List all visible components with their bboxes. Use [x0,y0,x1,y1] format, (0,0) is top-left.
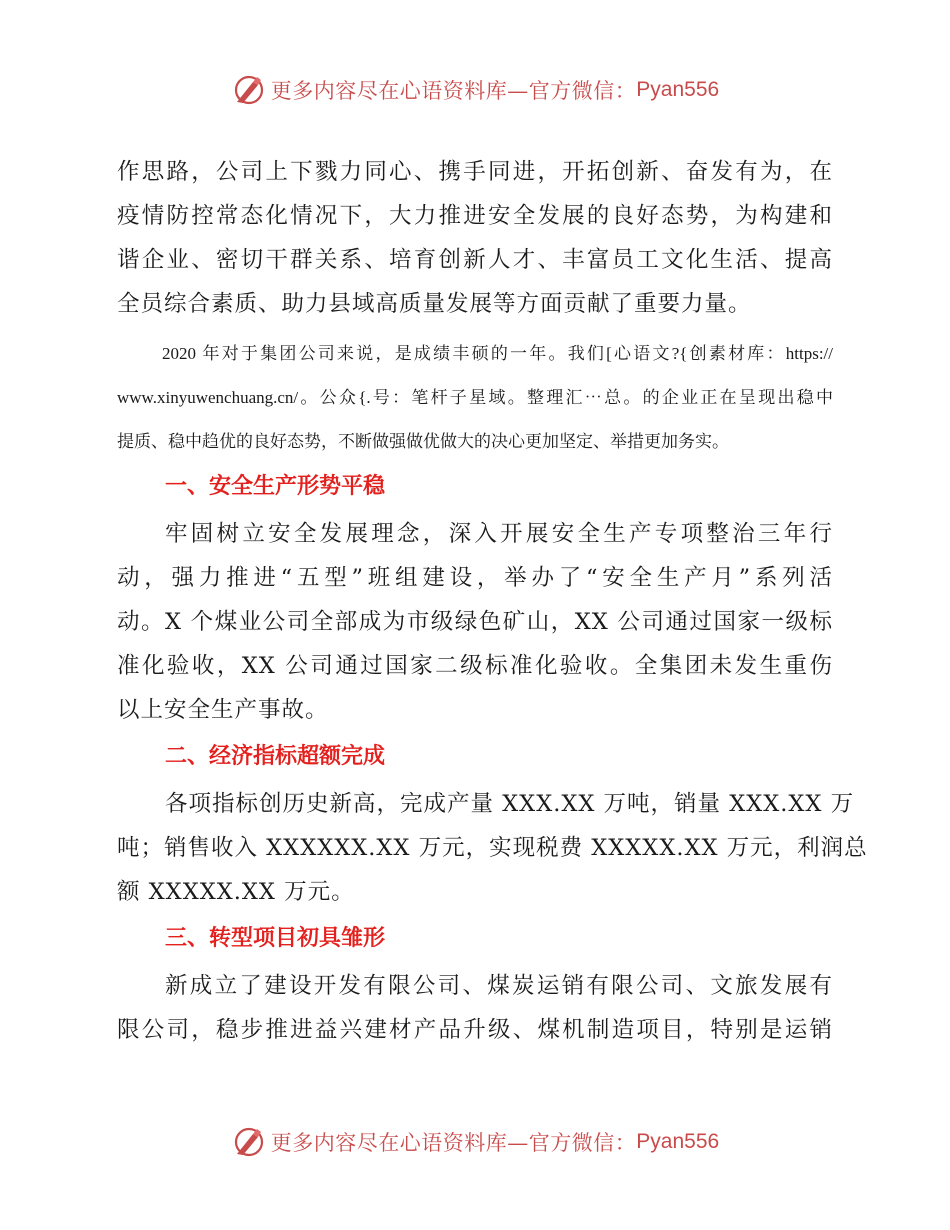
text-line: 新成立了建设开发有限公司、煤炭运销有限公司、文旅发展有 [165,973,833,999]
text-line: 各项指标创历史新高，完成产量 XXX.XX 万吨，销量 XXX.XX 万 [165,791,855,817]
text-line: 动。X 个煤业公司全部成为市级绿色矿山，XX 公司通过国家一级标 [117,609,833,635]
text-line: 以上安全生产事故。 [117,697,329,723]
text-line: 提质、稳中趋优的良好态势，不断做强做优做大的决心更加坚定、举措更加务实。 [117,432,729,451]
section-heading: 二、经济指标超额完成 [165,743,386,768]
section-paragraph [117,512,833,732]
text-line: www.xinyuwenchuang.cn/。公众{.号：笔杆子星域。整理汇⋯总。的企业正在呈现出稳中 [117,388,833,407]
text-line: 准化验收，XX 公司通过国家二级标准化验收。全集团未发生重伤 [117,653,833,679]
text-line: 全员综合素质、助力县域高质量发展等方面贡献了重要力量。 [117,291,752,317]
section-heading: 三、转型项目初具雏形 [165,925,386,950]
intro-paragraph [117,150,833,326]
text-line: 谐企业、密切干群关系、培育创新人才、丰富员工文化生活、提高 [117,247,833,273]
summary-paragraph [117,332,833,464]
section-paragraph [117,782,868,914]
text-line: 限公司，稳步推进益兴建材产品升级、煤机制造项目，特别是运销 [117,1017,833,1043]
text-line: 作思路，公司上下戮力同心、携手同进，开拓创新、奋发有为，在 [117,159,833,185]
text-line: 额 XXXXX.XX 万元。 [117,879,355,905]
text-line: 2020 年对于集团公司来说，是成绩丰硕的一年。我们[心语文?{创素材库：https:// [162,344,833,363]
document-body [117,150,868,1052]
section-heading: 一、安全生产形势平稳 [165,473,386,498]
watermark-code: Pyan556 [636,78,720,101]
header-watermark [0,70,950,110]
watermark-text: 更多内容尽在心语资料库—官方微信： [270,79,637,103]
pen-logo-icon [231,72,267,108]
text-line: 动，强力推进“五型”班组建设，举办了“安全生产月”系列活 [117,565,833,591]
footer-watermark [0,1122,950,1162]
text-line: 牢固树立安全发展理念，深入开展安全生产专项整治三年行 [165,521,833,547]
text-line: 疫情防控常态化情况下，大力推进安全发展的良好态势，为构建和 [117,203,833,229]
text-line: 吨；销售收入 XXXXXX.XX 万元，实现税费 XXXXX.XX 万元，利润总 [117,835,868,861]
pen-logo-icon [231,1124,267,1160]
section-paragraph [117,964,833,1052]
watermark-code: Pyan556 [636,1130,720,1153]
watermark-text: 更多内容尽在心语资料库—官方微信： [270,1131,637,1155]
